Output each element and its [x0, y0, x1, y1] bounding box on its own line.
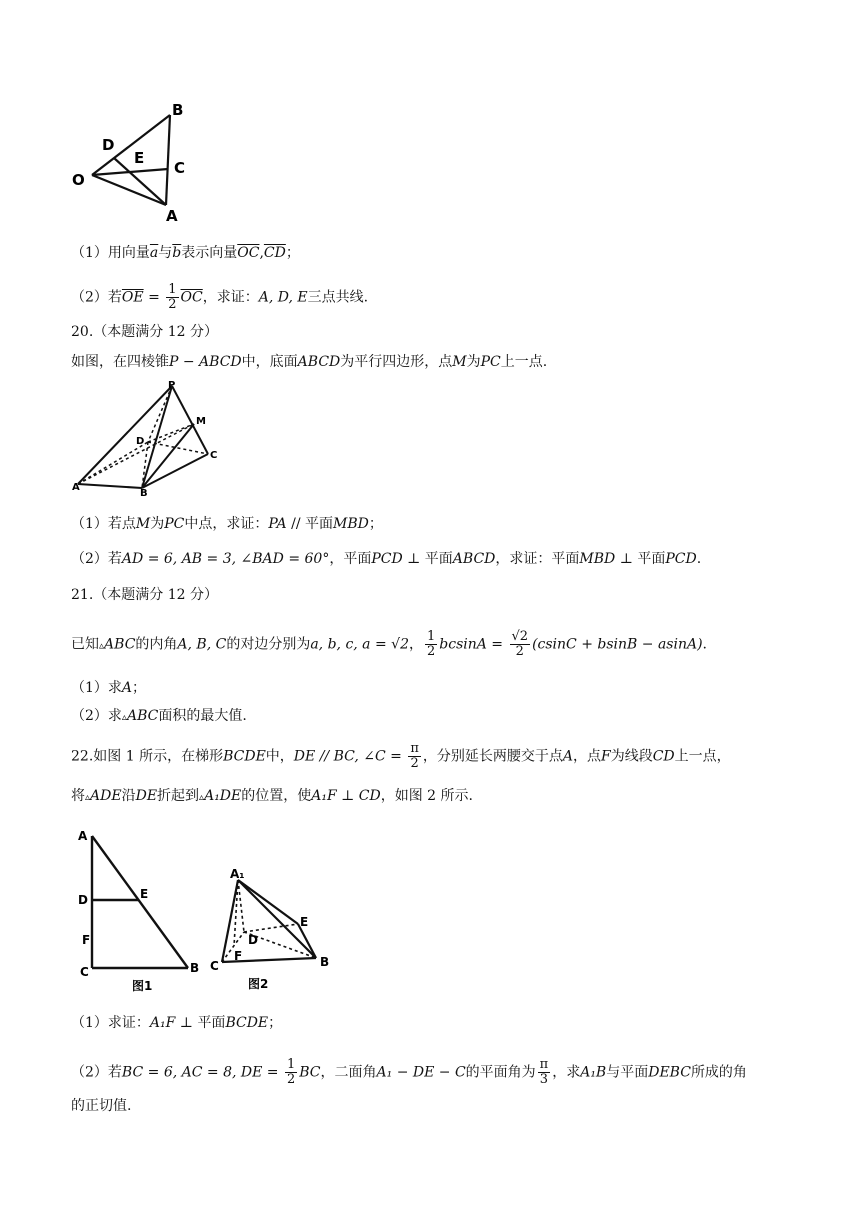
- fig2-label-b: B: [320, 955, 330, 969]
- q19-p2-text: （2）若: [71, 289, 122, 306]
- fig2-label-d: D: [248, 933, 258, 947]
- frac-num: 1: [168, 282, 177, 297]
- q22-stem-1: 22.如图 1 所示，在梯形: [71, 748, 224, 765]
- q19-label-e: E: [134, 149, 145, 167]
- q22-p1-perp: ⊥: [175, 1015, 198, 1031]
- vector-oc-2: $\overline{OC}$: [180, 289, 203, 306]
- q22-p2-debc: DEBC: [648, 1064, 691, 1081]
- q20-p2-perp2: ⊥: [615, 551, 638, 567]
- q19-p1-comma: ,: [259, 245, 264, 261]
- q22-stem-3: ，分别延长两腰交于点: [422, 748, 563, 765]
- frac-num: 1: [426, 629, 436, 644]
- q21-p2-a: （2）求: [71, 708, 122, 724]
- triangle-icon: ▵: [121, 712, 127, 723]
- q19-p1-text: （1）用向量: [71, 245, 150, 261]
- q20-p2-perp: ⊥: [402, 551, 425, 567]
- q19-p1-and: 与: [158, 245, 173, 261]
- q22-stem-6: 上一点，: [674, 748, 731, 765]
- q22-p2-c: 的平面角为: [465, 1064, 536, 1081]
- q20-label-c: C: [210, 450, 218, 461]
- q20-p2-abcd: ABCD: [452, 551, 496, 567]
- q20-point-m: M: [452, 354, 467, 370]
- q20-pyramid: P − ABCD: [169, 354, 242, 370]
- q19-p1-mid: 表示向量: [181, 245, 238, 261]
- q20-stem-1: 如图，在四棱锥: [71, 354, 169, 370]
- q22-segment-cd: CD: [652, 748, 675, 765]
- q19-label-b: B: [172, 101, 184, 119]
- q20-p1-parallel: //: [286, 516, 305, 532]
- q22-bcde: BCDE: [223, 748, 266, 765]
- q21-frac-sqrt2: [510, 630, 531, 659]
- q22-stem-2: [71, 786, 473, 808]
- q22-stem-4: ，点: [572, 748, 601, 765]
- q22-p2-cond: BC = 6, AC = 8, DE =: [121, 1064, 283, 1081]
- q20-p2-c: 平面: [424, 551, 453, 567]
- q19-part2: [71, 283, 368, 312]
- q20-header: 20.（本题满分 12 分）: [71, 324, 218, 340]
- frac-den: 3: [539, 1072, 549, 1087]
- q19-figure: [62, 95, 202, 225]
- q20-base: ABCD: [297, 354, 341, 370]
- q21-frac-half: [425, 630, 437, 659]
- q20-part1: [71, 514, 383, 534]
- fig2-label-e: E: [300, 915, 309, 929]
- q20-label-b: B: [140, 488, 148, 498]
- frac-num: 1: [286, 1057, 296, 1072]
- frac-num: π: [410, 741, 419, 756]
- q20-p2-cond: AD = 6, AB = 3, ∠BAD = 60°: [121, 551, 330, 567]
- q22-figure-2: [208, 866, 338, 994]
- fig2-label-a1: A₁: [230, 867, 245, 881]
- q20-segment-pc: PC: [480, 354, 501, 370]
- q20-p2-f: .: [696, 551, 702, 567]
- q20-p1-b: 为: [150, 516, 165, 532]
- q22-point-f: F: [600, 748, 611, 765]
- q22-stem-5: 为线段: [610, 748, 653, 765]
- q22-p2-a1b: A₁B: [580, 1064, 607, 1081]
- vector-cd: $\overline{CD}$: [263, 245, 286, 261]
- q22-ade: ADE: [90, 788, 122, 804]
- q22-a1f-perp-cd: A₁F ⊥ CD: [311, 788, 381, 804]
- q20-figure: [70, 378, 230, 498]
- q22-s2-4: 的位置，使: [241, 788, 312, 804]
- q22-p2-angle: A₁ − DE − C: [376, 1064, 466, 1081]
- q22-frac-pi3: [538, 1058, 551, 1087]
- q22-stem-2: 中，: [265, 748, 294, 765]
- q20-stem-3: 为平行四边形，点: [340, 354, 453, 370]
- q22-part2-cont: 的正切值.: [71, 1098, 132, 1114]
- q20-p2-a: （2）若: [71, 551, 122, 567]
- q21-stem-4: ，: [408, 636, 423, 653]
- q22-point-a: A: [562, 748, 573, 765]
- q19-p2-end: 三点共线.: [307, 289, 369, 306]
- triangle-icon: ▵: [99, 640, 105, 652]
- q21-header: 21.（本题满分 12 分）: [71, 587, 218, 603]
- q20-p2-b: ，平面: [329, 551, 372, 567]
- q20-stem-5: 上一点.: [500, 354, 548, 370]
- triangle-icon: ▵: [199, 792, 205, 803]
- triangle-icon: ▵: [85, 792, 91, 803]
- fig1-label-a: A: [78, 829, 88, 843]
- fig1-caption: 图1: [132, 979, 153, 993]
- q20-p2-e: 平面: [637, 551, 666, 567]
- q21-eq-rhs: (csinC + bsinB − asinA): [532, 636, 703, 653]
- fig1-label-e: E: [140, 887, 149, 901]
- q22-de: DE: [135, 788, 158, 804]
- q22-p1-end: ；: [268, 1015, 283, 1031]
- q19-label-o: O: [72, 171, 85, 189]
- fig2-caption: 图2: [248, 977, 269, 991]
- q21-eq-end: .: [702, 636, 707, 653]
- q22-s2-3: 折起到: [157, 788, 200, 804]
- q21-p2-end: 面积的最大值.: [158, 708, 247, 724]
- q20-p1-m: M: [135, 516, 151, 532]
- frac-num: √2: [511, 629, 529, 644]
- frac-den: 2: [410, 756, 419, 771]
- fig1-label-f: F: [82, 933, 91, 947]
- points-ade: A, D, E: [258, 289, 308, 306]
- q22-p2-f: 所成的角: [690, 1064, 747, 1081]
- q22-p2-d: ，求: [552, 1064, 581, 1081]
- q22-p1-bcde: BCDE: [225, 1015, 269, 1031]
- q21-p1-a: （1）求: [71, 680, 122, 696]
- q20-label-m: M: [196, 416, 206, 427]
- q22-p1-a1f: A₁F: [149, 1015, 176, 1031]
- q19-label-d: D: [102, 136, 115, 154]
- q21-stem-1: 已知: [71, 636, 99, 653]
- q19-label-c: C: [174, 159, 186, 177]
- frac-den: 2: [286, 1072, 296, 1087]
- frac-den: 2: [426, 644, 436, 659]
- q20-p1-e: ；: [368, 516, 383, 532]
- q21-part2: [71, 706, 247, 728]
- q22-de-bc: DE // BC, ∠C =: [293, 748, 407, 765]
- q22-stem: [71, 742, 731, 771]
- q20-p2-pcd: PCD: [371, 551, 403, 567]
- fig1-label-c: C: [80, 965, 89, 979]
- q20-p1-pa: PA: [268, 516, 287, 532]
- q22-p1-b: 平面: [197, 1015, 226, 1031]
- q21-stem-3: 的对边分别为: [226, 636, 311, 653]
- q19-p2-eq: =: [143, 289, 165, 306]
- frac-den: 2: [168, 297, 177, 312]
- q22-a1de: A₁DE: [204, 788, 242, 804]
- q22-frac-half: [285, 1058, 297, 1087]
- q20-stem: [71, 352, 547, 372]
- q19-part1: [71, 243, 300, 263]
- q21-angles: A, B, C: [177, 636, 227, 653]
- q21-p1-end: ；: [132, 680, 147, 696]
- q21-p2-abc: ABC: [126, 708, 159, 724]
- vector-a: $\overline{a}$: [149, 245, 159, 261]
- fig1-label-b: B: [190, 961, 200, 975]
- q22-frac-pi2: [408, 742, 421, 771]
- fig2-label-f: F: [234, 949, 243, 963]
- q20-label-a: A: [72, 482, 80, 493]
- q22-p2-a: （2）若: [71, 1064, 122, 1081]
- q20-p1-a: （1）若点: [71, 516, 136, 532]
- q20-p1-pc: PC: [164, 516, 185, 532]
- q22-p1-a: （1）求证：: [71, 1015, 150, 1031]
- q20-part2: [71, 549, 701, 569]
- q21-p1-angle: A: [121, 680, 133, 696]
- q21-abc: ABC: [104, 636, 136, 653]
- q22-s2-5: ，如图 2 所示.: [380, 788, 473, 804]
- q21-part1: [71, 678, 146, 698]
- q20-stem-4: 为: [466, 354, 481, 370]
- q20-p1-c: 中点，求证：: [184, 516, 269, 532]
- q20-p1-d: 平面: [305, 516, 333, 532]
- frac-num: π: [539, 1057, 549, 1072]
- q21-vars: a, b, c, a = √2: [310, 636, 409, 653]
- q20-p1-mbd: MBD: [333, 516, 369, 532]
- vector-oe: $\overline{OE}$: [121, 289, 144, 306]
- frac-den: 2: [515, 644, 524, 659]
- q22-s2-1: 将: [71, 788, 85, 804]
- q21-stem-2: 的内角: [135, 636, 178, 653]
- q20-label-d: D: [136, 436, 145, 447]
- fig2-label-c: C: [210, 959, 219, 973]
- q20-p2-d: ，求证：平面: [495, 551, 580, 567]
- q20-label-p: P: [168, 380, 176, 391]
- q20-p2-pcd2: PCD: [665, 551, 697, 567]
- q22-part1: [71, 1013, 282, 1033]
- q22-p2-e: 与平面: [606, 1064, 649, 1081]
- q20-p2-mbd: MBD: [579, 551, 616, 567]
- q22-p2-bc: BC: [299, 1064, 321, 1081]
- q19-label-a: A: [166, 207, 178, 225]
- vector-b: $\overline{b}$: [172, 245, 182, 261]
- q22-part2: [71, 1058, 747, 1087]
- q19-p1-end: ；: [285, 245, 300, 261]
- fraction-half: [166, 283, 178, 312]
- q22-figure-1: [74, 826, 204, 994]
- fig1-label-d: D: [78, 893, 88, 907]
- q22-p2-b: ，二面角: [320, 1064, 377, 1081]
- vector-oc: $\overline{OC}$: [237, 245, 260, 261]
- q20-stem-2: 中，底面: [241, 354, 298, 370]
- q19-p2-mid: ，求证：: [202, 289, 259, 306]
- q21-stem: [71, 630, 707, 659]
- q21-eq-lhs: bcsinA =: [439, 636, 508, 653]
- q22-s2-2: 沿: [121, 788, 136, 804]
